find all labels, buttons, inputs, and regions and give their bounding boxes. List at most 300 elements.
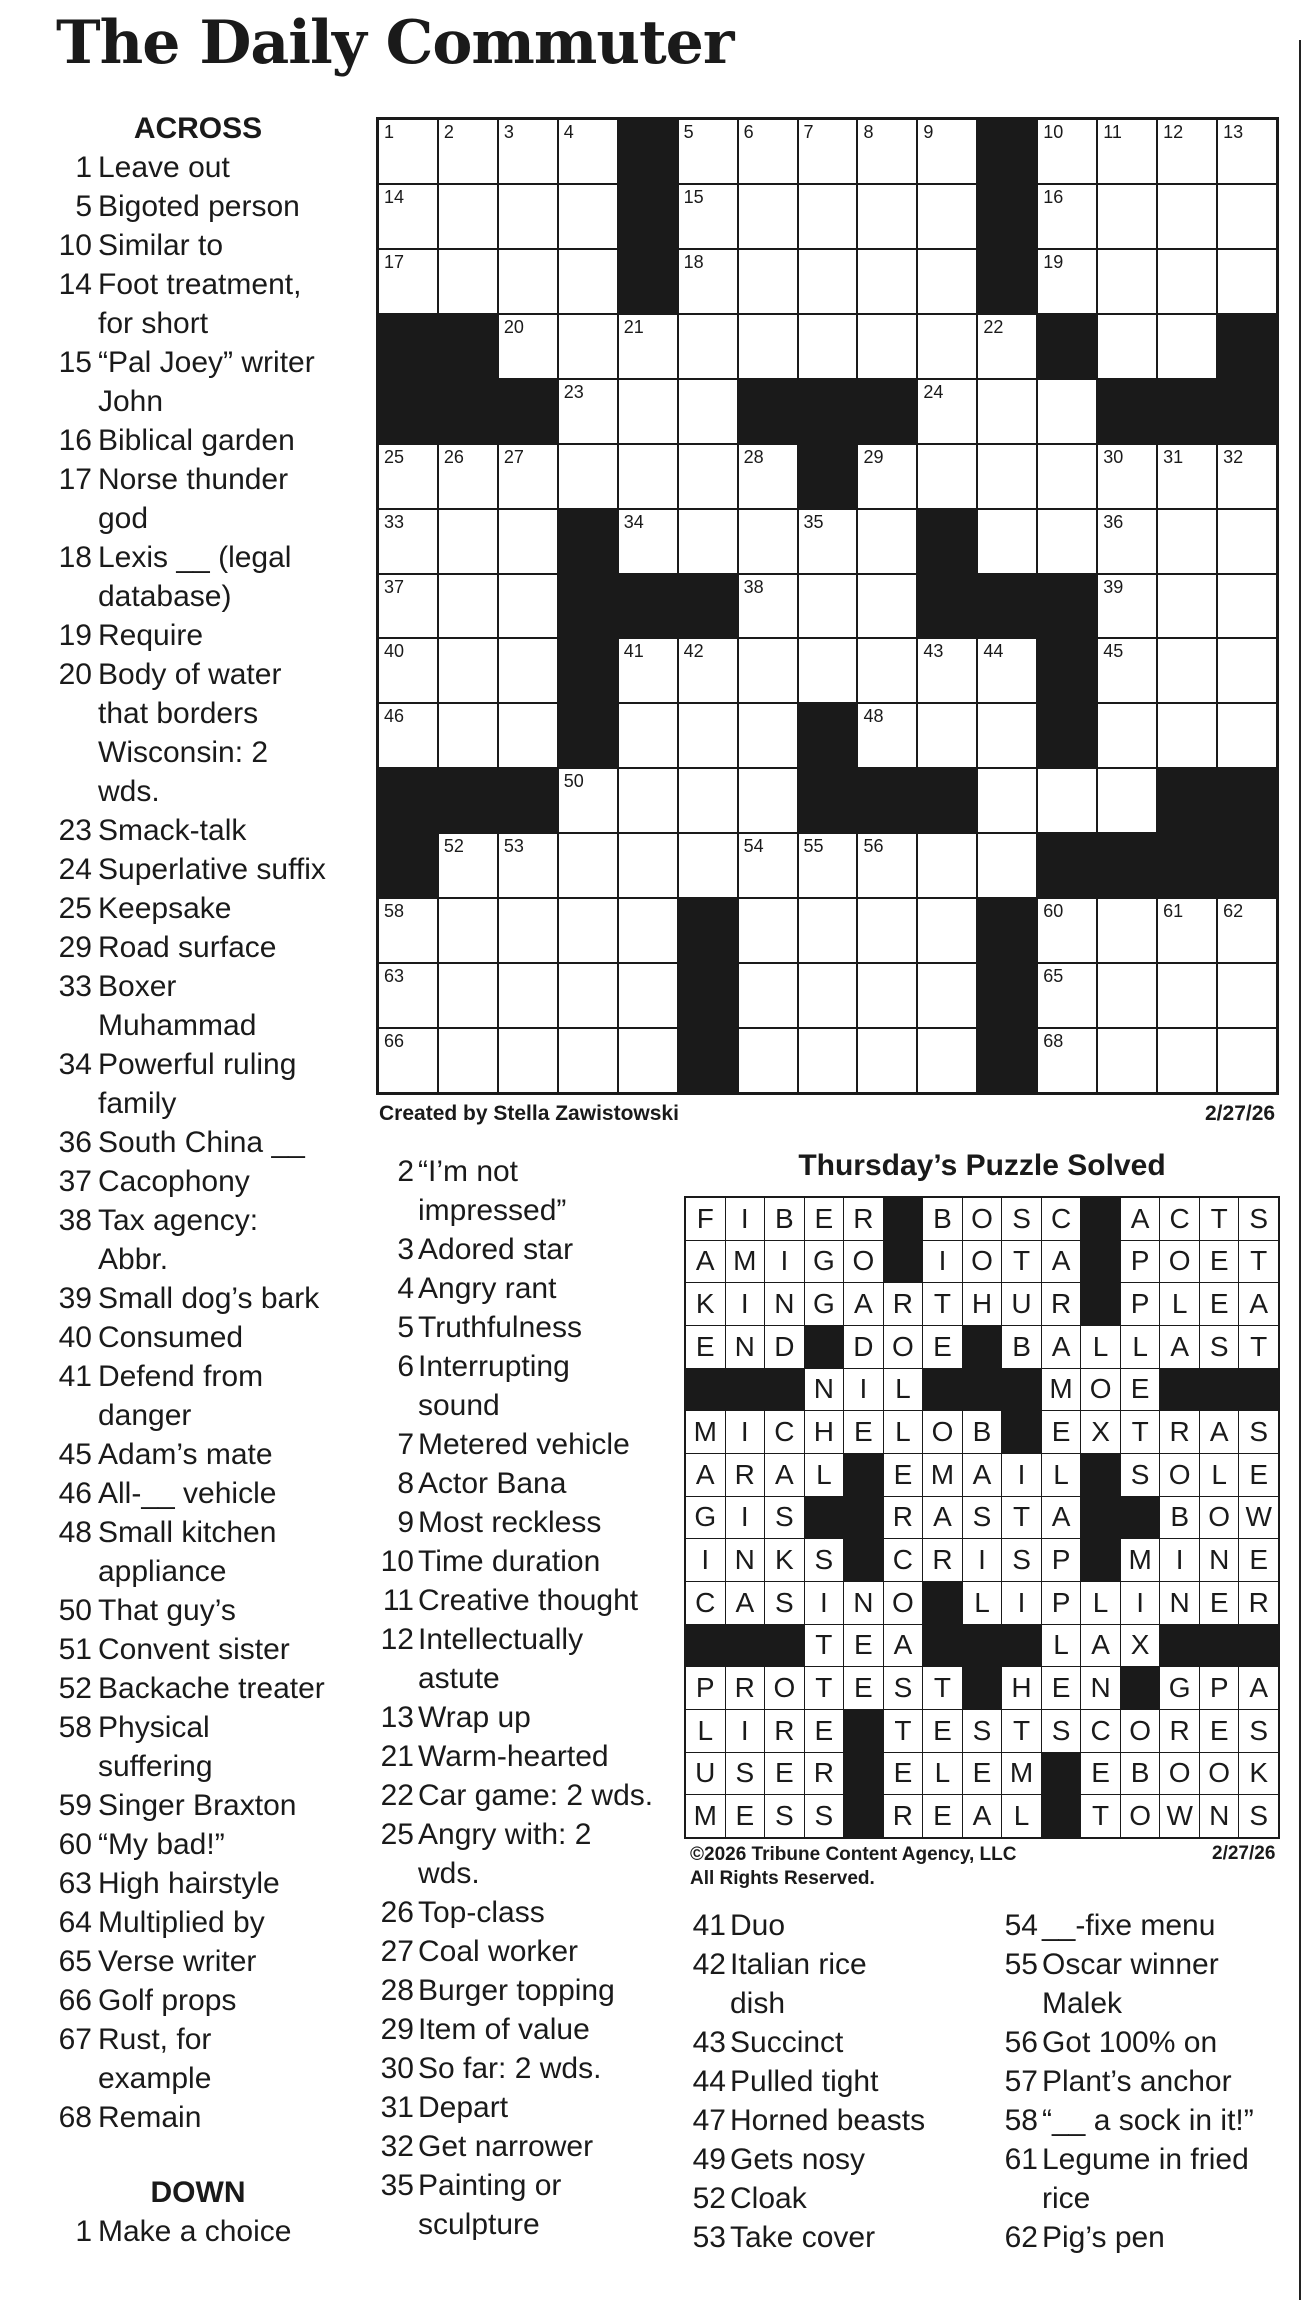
grid-cell[interactable] bbox=[379, 704, 437, 767]
grid-cell[interactable] bbox=[799, 964, 857, 1027]
grid-cell[interactable] bbox=[858, 964, 916, 1027]
black-square bbox=[1098, 834, 1156, 897]
solution-letter: S bbox=[765, 1582, 804, 1624]
clue-item bbox=[54, 811, 354, 850]
grid-cell[interactable] bbox=[1098, 575, 1156, 638]
clue-text: Interrupting bbox=[418, 1350, 570, 1383]
clue-item bbox=[372, 2088, 672, 2127]
grid-cell[interactable] bbox=[1038, 899, 1096, 962]
grid-cell[interactable] bbox=[858, 445, 916, 508]
grid-cell[interactable] bbox=[499, 575, 557, 638]
grid-cell[interactable] bbox=[379, 1029, 437, 1092]
solution-letter: S bbox=[765, 1795, 804, 1837]
grid-cell[interactable] bbox=[1218, 185, 1276, 248]
grid-cell[interactable] bbox=[799, 899, 857, 962]
grid-cell[interactable] bbox=[1158, 899, 1216, 962]
grid-cell[interactable] bbox=[379, 185, 437, 248]
grid-cell[interactable] bbox=[679, 445, 737, 508]
grid-cell[interactable] bbox=[619, 834, 677, 897]
solution-letter: L bbox=[1160, 1283, 1199, 1325]
grid-cell[interactable] bbox=[1098, 315, 1156, 378]
black-square bbox=[858, 769, 916, 832]
cell-number: 27 bbox=[503, 446, 524, 467]
solution-black-square bbox=[686, 1625, 725, 1667]
grid-cell[interactable] bbox=[679, 834, 737, 897]
grid-cell[interactable] bbox=[1158, 120, 1216, 183]
grid-cell[interactable] bbox=[739, 120, 797, 183]
clue-number: 26 bbox=[380, 1896, 414, 1929]
grid-cell[interactable] bbox=[619, 380, 677, 443]
grid-cell[interactable] bbox=[1158, 964, 1216, 1027]
grid-cell[interactable] bbox=[499, 964, 557, 1027]
solution-black-square bbox=[844, 1710, 883, 1752]
grid-cell[interactable] bbox=[918, 834, 976, 897]
grid-cell[interactable] bbox=[559, 964, 617, 1027]
clue-text: that borders bbox=[98, 697, 259, 730]
solution-letter: L bbox=[884, 1411, 923, 1453]
grid-cell[interactable] bbox=[1158, 575, 1216, 638]
grid-cell[interactable] bbox=[1038, 185, 1096, 248]
clue-item bbox=[54, 1630, 354, 1669]
grid-cell[interactable] bbox=[739, 639, 797, 702]
grid-cell[interactable] bbox=[559, 834, 617, 897]
grid-cell[interactable] bbox=[918, 964, 976, 1027]
grid-cell[interactable] bbox=[679, 250, 737, 313]
clue-text: appliance bbox=[98, 1555, 227, 1588]
grid-cell[interactable] bbox=[439, 1029, 497, 1092]
grid-cell[interactable] bbox=[858, 120, 916, 183]
clue-item bbox=[54, 2020, 354, 2098]
black-square bbox=[439, 315, 497, 378]
grid-cell[interactable] bbox=[918, 120, 976, 183]
solution-letter: E bbox=[1200, 1241, 1239, 1283]
cell-number: 56 bbox=[863, 836, 884, 857]
grid-cell[interactable] bbox=[679, 380, 737, 443]
grid-cell[interactable] bbox=[499, 510, 557, 573]
clue-text: South China __ bbox=[98, 1126, 305, 1159]
grid-cell[interactable] bbox=[379, 575, 437, 638]
grid-cell[interactable] bbox=[799, 575, 857, 638]
grid-cell[interactable] bbox=[1038, 380, 1096, 443]
grid-cell[interactable] bbox=[499, 315, 557, 378]
grid-cell[interactable] bbox=[1158, 250, 1216, 313]
solution-black-square bbox=[726, 1369, 765, 1411]
grid-cell[interactable] bbox=[499, 899, 557, 962]
cell-number: 46 bbox=[384, 706, 405, 727]
black-square bbox=[1158, 380, 1216, 443]
clue-number: 41 bbox=[692, 1909, 726, 1942]
grid-cell[interactable] bbox=[619, 315, 677, 378]
black-square bbox=[918, 769, 976, 832]
grid-cell[interactable] bbox=[619, 964, 677, 1027]
solution-black-square bbox=[1081, 1497, 1120, 1539]
black-square bbox=[559, 639, 617, 702]
crossword-grid[interactable] bbox=[376, 117, 1279, 1095]
clue-number: 1 bbox=[75, 2215, 92, 2248]
grid-cell[interactable] bbox=[858, 315, 916, 378]
grid-cell[interactable] bbox=[1218, 250, 1276, 313]
grid-cell[interactable] bbox=[439, 834, 497, 897]
grid-cell[interactable] bbox=[978, 445, 1036, 508]
grid-cell[interactable] bbox=[858, 639, 916, 702]
solution-letter: A bbox=[1042, 1326, 1081, 1368]
grid-cell[interactable] bbox=[559, 380, 617, 443]
grid-cell[interactable] bbox=[619, 510, 677, 573]
grid-cell[interactable] bbox=[739, 445, 797, 508]
clue-number: 47 bbox=[692, 2104, 726, 2137]
cell-number: 12 bbox=[1163, 122, 1184, 142]
grid-cell[interactable] bbox=[619, 639, 677, 702]
grid-cell[interactable] bbox=[799, 510, 857, 573]
grid-cell[interactable] bbox=[1098, 704, 1156, 767]
clue-number: 37 bbox=[58, 1165, 92, 1198]
grid-cell[interactable] bbox=[1218, 510, 1276, 573]
clue-text: Burger topping bbox=[418, 1974, 615, 2007]
grid-cell[interactable] bbox=[739, 575, 797, 638]
clue-text: Leave out bbox=[98, 151, 230, 184]
grid-cell[interactable] bbox=[799, 250, 857, 313]
grid-cell[interactable] bbox=[858, 575, 916, 638]
clue-number: 52 bbox=[58, 1672, 92, 1705]
grid-cell[interactable] bbox=[978, 639, 1036, 702]
clue-number: 32 bbox=[380, 2130, 414, 2163]
grid-cell[interactable] bbox=[739, 834, 797, 897]
grid-cell[interactable] bbox=[858, 899, 916, 962]
grid-cell[interactable] bbox=[499, 120, 557, 183]
grid-cell[interactable] bbox=[1098, 899, 1156, 962]
grid-cell[interactable] bbox=[679, 185, 737, 248]
solution-letter: A bbox=[1200, 1411, 1239, 1453]
grid-cell[interactable] bbox=[1158, 1029, 1216, 1092]
clue-number: 23 bbox=[58, 814, 92, 847]
grid-cell[interactable] bbox=[559, 899, 617, 962]
grid-cell[interactable] bbox=[619, 704, 677, 767]
grid-cell[interactable] bbox=[739, 1029, 797, 1092]
solution-letter: T bbox=[1200, 1198, 1239, 1240]
grid-cell[interactable] bbox=[379, 639, 437, 702]
solution-black-square bbox=[923, 1582, 962, 1624]
clue-item bbox=[54, 1318, 354, 1357]
solution-letter: N bbox=[1160, 1582, 1199, 1624]
clue-text: Biblical garden bbox=[98, 424, 295, 457]
grid-cell[interactable] bbox=[799, 120, 857, 183]
clue-item bbox=[372, 1971, 672, 2010]
grid-cell[interactable] bbox=[918, 315, 976, 378]
grid-cell[interactable] bbox=[739, 899, 797, 962]
grid-cell[interactable] bbox=[679, 769, 737, 832]
clue-text: That guy’s bbox=[98, 1594, 236, 1627]
grid-cell[interactable] bbox=[799, 639, 857, 702]
black-square bbox=[1218, 315, 1276, 378]
grid-cell[interactable] bbox=[918, 185, 976, 248]
grid-cell[interactable] bbox=[799, 834, 857, 897]
grid-cell[interactable] bbox=[499, 834, 557, 897]
black-square bbox=[799, 704, 857, 767]
grid-cell[interactable] bbox=[1218, 704, 1276, 767]
solution-letter: O bbox=[963, 1241, 1002, 1283]
solution-letter: O bbox=[884, 1326, 923, 1368]
grid-cell[interactable] bbox=[1158, 510, 1216, 573]
grid-cell[interactable] bbox=[1098, 120, 1156, 183]
grid-cell[interactable] bbox=[858, 704, 916, 767]
clue-text: danger bbox=[98, 1399, 192, 1432]
solution-letter: A bbox=[963, 1454, 1002, 1496]
clue-text: High hairstyle bbox=[98, 1867, 280, 1900]
solution-letter: S bbox=[805, 1539, 844, 1581]
clue-text: Pig’s pen bbox=[1042, 2221, 1165, 2254]
grid-cell[interactable] bbox=[799, 185, 857, 248]
grid-cell[interactable] bbox=[978, 315, 1036, 378]
grid-cell[interactable] bbox=[918, 639, 976, 702]
clue-text: Time duration bbox=[418, 1545, 601, 1578]
cell-number: 50 bbox=[563, 771, 584, 792]
grid-cell[interactable] bbox=[379, 250, 437, 313]
clue-text: Metered vehicle bbox=[418, 1428, 630, 1461]
solution-letter: W bbox=[1239, 1497, 1278, 1539]
solution-letter: L bbox=[805, 1454, 844, 1496]
clue-text: dish bbox=[730, 1987, 786, 2020]
grid-cell[interactable] bbox=[619, 769, 677, 832]
grid-cell[interactable] bbox=[679, 704, 737, 767]
grid-cell[interactable] bbox=[1038, 120, 1096, 183]
grid-cell[interactable] bbox=[799, 1029, 857, 1092]
grid-cell[interactable] bbox=[1038, 510, 1096, 573]
black-square bbox=[978, 899, 1036, 962]
cell-number: 40 bbox=[384, 641, 405, 662]
black-square bbox=[1038, 639, 1096, 702]
clue-text: sound bbox=[418, 1389, 500, 1422]
grid-cell[interactable] bbox=[858, 185, 916, 248]
cell-number: 52 bbox=[443, 836, 464, 857]
grid-cell[interactable] bbox=[1038, 769, 1096, 832]
grid-cell[interactable] bbox=[739, 510, 797, 573]
cell-number: 26 bbox=[443, 446, 464, 467]
clue-item bbox=[54, 1123, 354, 1162]
grid-cell[interactable] bbox=[499, 1029, 557, 1092]
solution-black-square bbox=[1081, 1539, 1120, 1581]
solution-letter: K bbox=[686, 1283, 725, 1325]
grid-cell[interactable] bbox=[858, 834, 916, 897]
solution-letter: I bbox=[686, 1539, 725, 1581]
grid-cell[interactable] bbox=[858, 1029, 916, 1092]
grid-cell[interactable] bbox=[1218, 445, 1276, 508]
grid-cell[interactable] bbox=[1038, 964, 1096, 1027]
grid-cell[interactable] bbox=[379, 120, 437, 183]
grid-cell[interactable] bbox=[679, 315, 737, 378]
grid-cell[interactable] bbox=[1098, 185, 1156, 248]
grid-cell[interactable] bbox=[1158, 639, 1216, 702]
grid-cell[interactable] bbox=[499, 445, 557, 508]
cell-number: 53 bbox=[503, 836, 524, 857]
solution-letter: O bbox=[923, 1411, 962, 1453]
grid-cell[interactable] bbox=[679, 510, 737, 573]
solution-letter: L bbox=[1042, 1625, 1081, 1667]
grid-cell[interactable] bbox=[1038, 445, 1096, 508]
solution-letter: E bbox=[1121, 1369, 1160, 1411]
grid-cell[interactable] bbox=[978, 704, 1036, 767]
grid-cell[interactable] bbox=[559, 769, 617, 832]
cell-number: 19 bbox=[1043, 251, 1064, 272]
grid-cell[interactable] bbox=[1098, 1029, 1156, 1092]
grid-cell[interactable] bbox=[978, 769, 1036, 832]
grid-cell[interactable] bbox=[439, 899, 497, 962]
grid-cell[interactable] bbox=[559, 250, 617, 313]
grid-cell[interactable] bbox=[499, 704, 557, 767]
black-square bbox=[799, 769, 857, 832]
grid-cell[interactable] bbox=[1038, 1029, 1096, 1092]
clue-number: 51 bbox=[58, 1633, 92, 1666]
cell-number: 43 bbox=[923, 641, 944, 662]
cell-number: 8 bbox=[863, 122, 874, 142]
clue-text: Body of water bbox=[98, 658, 282, 691]
grid-cell[interactable] bbox=[439, 445, 497, 508]
grid-cell[interactable] bbox=[739, 315, 797, 378]
solution-black-square bbox=[963, 1369, 1002, 1411]
clue-text: Cacophony bbox=[98, 1165, 250, 1198]
solution-black-square bbox=[923, 1369, 962, 1411]
cell-number: 31 bbox=[1163, 446, 1184, 467]
grid-cell[interactable] bbox=[739, 704, 797, 767]
black-square bbox=[978, 575, 1036, 638]
grid-cell[interactable] bbox=[918, 1029, 976, 1092]
grid-cell[interactable] bbox=[1158, 185, 1216, 248]
grid-cell[interactable] bbox=[499, 639, 557, 702]
solution-letter: E bbox=[765, 1753, 804, 1795]
grid-cell[interactable] bbox=[918, 380, 976, 443]
grid-cell[interactable] bbox=[619, 445, 677, 508]
grid-cell[interactable] bbox=[739, 250, 797, 313]
grid-cell[interactable] bbox=[1098, 964, 1156, 1027]
grid-cell[interactable] bbox=[739, 964, 797, 1027]
grid-cell[interactable] bbox=[1038, 250, 1096, 313]
grid-cell[interactable] bbox=[1158, 315, 1216, 378]
clue-number: 13 bbox=[380, 1701, 414, 1734]
grid-cell[interactable] bbox=[858, 510, 916, 573]
grid-cell[interactable] bbox=[379, 964, 437, 1027]
solution-letter: R bbox=[1042, 1283, 1081, 1325]
solution-letter: L bbox=[1121, 1326, 1160, 1368]
grid-cell[interactable] bbox=[559, 185, 617, 248]
clue-number: 49 bbox=[692, 2143, 726, 2176]
grid-cell[interactable] bbox=[559, 315, 617, 378]
grid-cell[interactable] bbox=[1158, 704, 1216, 767]
grid-cell[interactable] bbox=[439, 250, 497, 313]
grid-cell[interactable] bbox=[1098, 445, 1156, 508]
grid-cell[interactable] bbox=[1098, 250, 1156, 313]
grid-cell[interactable] bbox=[1218, 120, 1276, 183]
grid-cell[interactable] bbox=[1098, 639, 1156, 702]
clue-item bbox=[684, 1906, 984, 1945]
grid-cell[interactable] bbox=[918, 704, 976, 767]
solution-letter: E bbox=[805, 1710, 844, 1752]
grid-cell[interactable] bbox=[1218, 899, 1276, 962]
solution-black-square bbox=[1042, 1753, 1081, 1795]
grid-cell[interactable] bbox=[439, 639, 497, 702]
solution-letter: S bbox=[1002, 1198, 1041, 1240]
grid-cell[interactable] bbox=[379, 445, 437, 508]
grid-cell[interactable] bbox=[499, 185, 557, 248]
grid-cell[interactable] bbox=[1098, 769, 1156, 832]
clue-text: Foot treatment, bbox=[98, 268, 302, 301]
grid-cell[interactable] bbox=[1218, 1029, 1276, 1092]
grid-cell[interactable] bbox=[499, 250, 557, 313]
clue-text: “__ a sock in it!” bbox=[1042, 2104, 1254, 2137]
grid-cell[interactable] bbox=[379, 510, 437, 573]
grid-cell[interactable] bbox=[619, 1029, 677, 1092]
grid-cell[interactable] bbox=[739, 185, 797, 248]
solution-letter: E bbox=[1239, 1539, 1278, 1581]
grid-cell[interactable] bbox=[978, 834, 1036, 897]
black-square bbox=[1038, 834, 1096, 897]
solution-black-square bbox=[963, 1667, 1002, 1709]
solution-letter: I bbox=[1121, 1582, 1160, 1624]
grid-cell[interactable] bbox=[1218, 964, 1276, 1027]
clue-text: Physical bbox=[98, 1711, 210, 1744]
grid-cell[interactable] bbox=[439, 510, 497, 573]
solution-black-square bbox=[1002, 1411, 1041, 1453]
grid-cell[interactable] bbox=[1218, 639, 1276, 702]
clue-item bbox=[54, 655, 354, 811]
grid-cell[interactable] bbox=[978, 380, 1036, 443]
grid-cell[interactable] bbox=[679, 639, 737, 702]
grid-cell[interactable] bbox=[679, 120, 737, 183]
grid-cell[interactable] bbox=[1158, 445, 1216, 508]
grid-cell[interactable] bbox=[559, 120, 617, 183]
black-square bbox=[1038, 575, 1096, 638]
grid-cell[interactable] bbox=[559, 1029, 617, 1092]
grid-cell[interactable] bbox=[918, 899, 976, 962]
grid-cell[interactable] bbox=[439, 185, 497, 248]
solution-letter: R bbox=[1160, 1411, 1199, 1453]
solution-letter: B bbox=[1121, 1753, 1160, 1795]
clue-number: 29 bbox=[380, 2013, 414, 2046]
clue-text: Make a choice bbox=[98, 2215, 292, 2248]
grid-cell[interactable] bbox=[439, 575, 497, 638]
grid-cell[interactable] bbox=[439, 120, 497, 183]
grid-cell[interactable] bbox=[619, 899, 677, 962]
grid-cell[interactable] bbox=[439, 704, 497, 767]
solution-black-square bbox=[1121, 1497, 1160, 1539]
grid-cell[interactable] bbox=[918, 445, 976, 508]
grid-cell[interactable] bbox=[439, 964, 497, 1027]
solution-letter: L bbox=[686, 1710, 725, 1752]
clue-number: 12 bbox=[380, 1623, 414, 1656]
grid-cell[interactable] bbox=[799, 315, 857, 378]
clue-item bbox=[54, 2212, 354, 2251]
grid-cell[interactable] bbox=[858, 250, 916, 313]
grid-cell[interactable] bbox=[559, 445, 617, 508]
clue-item bbox=[372, 1425, 672, 1464]
solution-letter: E bbox=[923, 1710, 962, 1752]
cell-number: 61 bbox=[1163, 901, 1184, 922]
solution-black-square bbox=[1002, 1625, 1041, 1667]
clue-number: 39 bbox=[58, 1282, 92, 1315]
solution-letter: I bbox=[923, 1241, 962, 1283]
clue-item bbox=[372, 2049, 672, 2088]
grid-cell[interactable] bbox=[1218, 575, 1276, 638]
clue-item bbox=[996, 2218, 1296, 2257]
solution-letter: L bbox=[1200, 1454, 1239, 1496]
grid-cell[interactable] bbox=[379, 899, 437, 962]
grid-cell[interactable] bbox=[1098, 510, 1156, 573]
grid-cell[interactable] bbox=[918, 250, 976, 313]
solution-letter: T bbox=[805, 1625, 844, 1667]
across-clues bbox=[54, 109, 354, 2251]
grid-cell[interactable] bbox=[978, 510, 1036, 573]
black-square bbox=[1038, 704, 1096, 767]
clue-number: 8 bbox=[397, 1467, 414, 1500]
grid-cell[interactable] bbox=[739, 769, 797, 832]
